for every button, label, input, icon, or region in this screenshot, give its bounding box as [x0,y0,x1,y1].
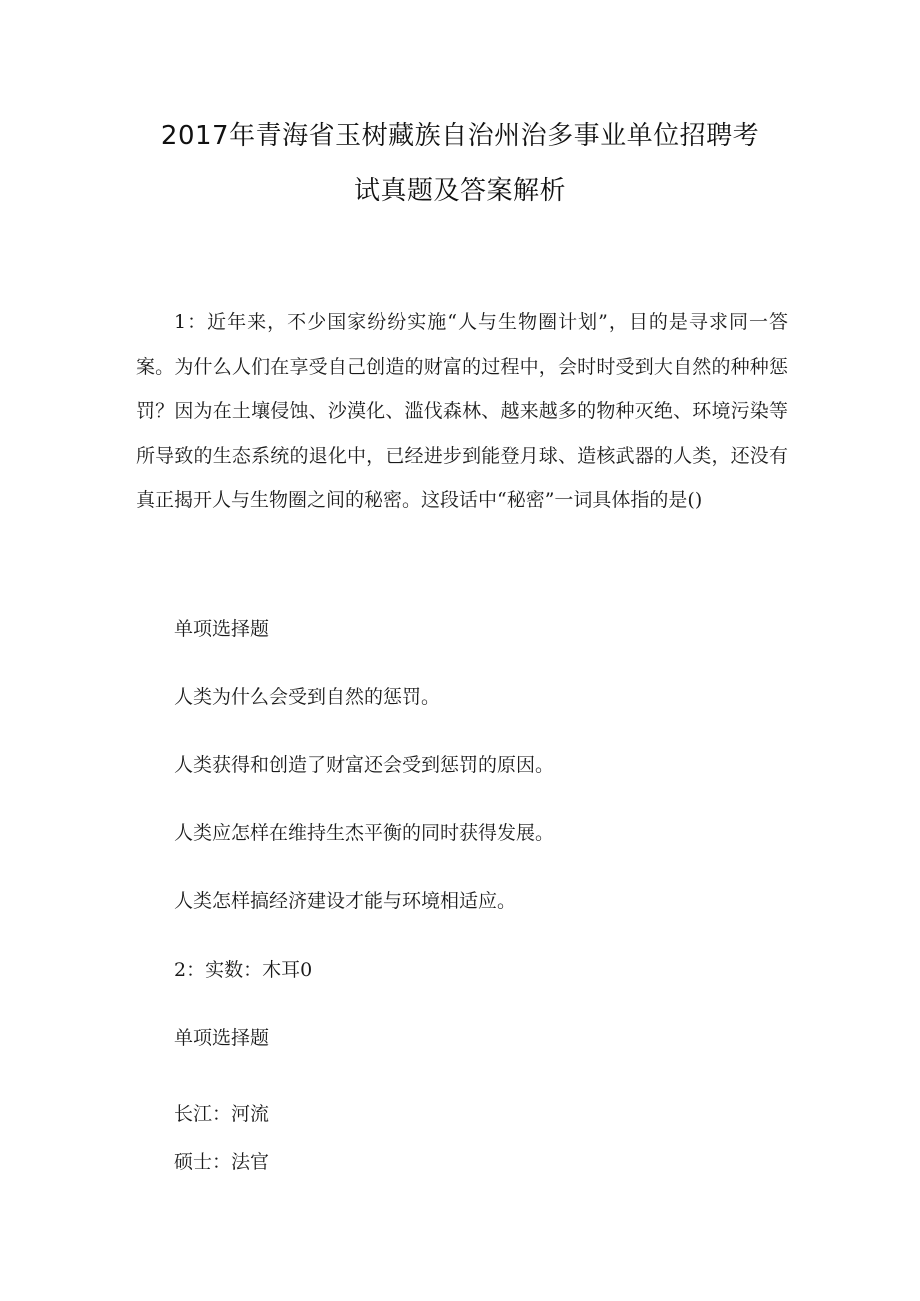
question-1-text: 1：近年来，不少国家纷纷实施“人与生物圈计划”，目的是寻求同一答案。为什么人们在享受自己创造的财富的过程中，会时时受到大自然的种种惩罚？因为在土壤侵蚀、沙漠化、滥伐森林、越来越多的物种灭绝、环境污染等所导致的生态系统的退化中，已经进步到能登月球、造核武器的人类，还没有真正揭开人与生物圈之间的秘密。这段话中“秘密”一词具体指的是() [136,311,788,512]
question-1-option-c: 人类应怎样在维持生杰平衡的同时获得发展。 [174,822,555,844]
question-1-option-d: 人类怎样搞经济建设才能与环境相适应。 [174,890,517,912]
question-1-type: 单项选择题 [174,618,270,640]
document-title-line-1: 2017年青海省玉树藏族自治州治多事业单位招聘考 [160,121,760,151]
document-title-line-2: 试真题及答案解析 [353,176,566,206]
question-1-option-a: 人类为什么会受到自然的惩罚。 [174,686,441,708]
question-1-option-b: 人类获得和创造了财富还会受到惩罚的原因。 [174,754,555,776]
question-2-type: 单项选择题 [174,1027,270,1049]
question-2-option-a: 长江：河流 [174,1103,270,1125]
question-2-text: 2：实数：木耳0 [174,959,313,981]
question-2-option-b: 硕士：法官 [174,1151,270,1173]
